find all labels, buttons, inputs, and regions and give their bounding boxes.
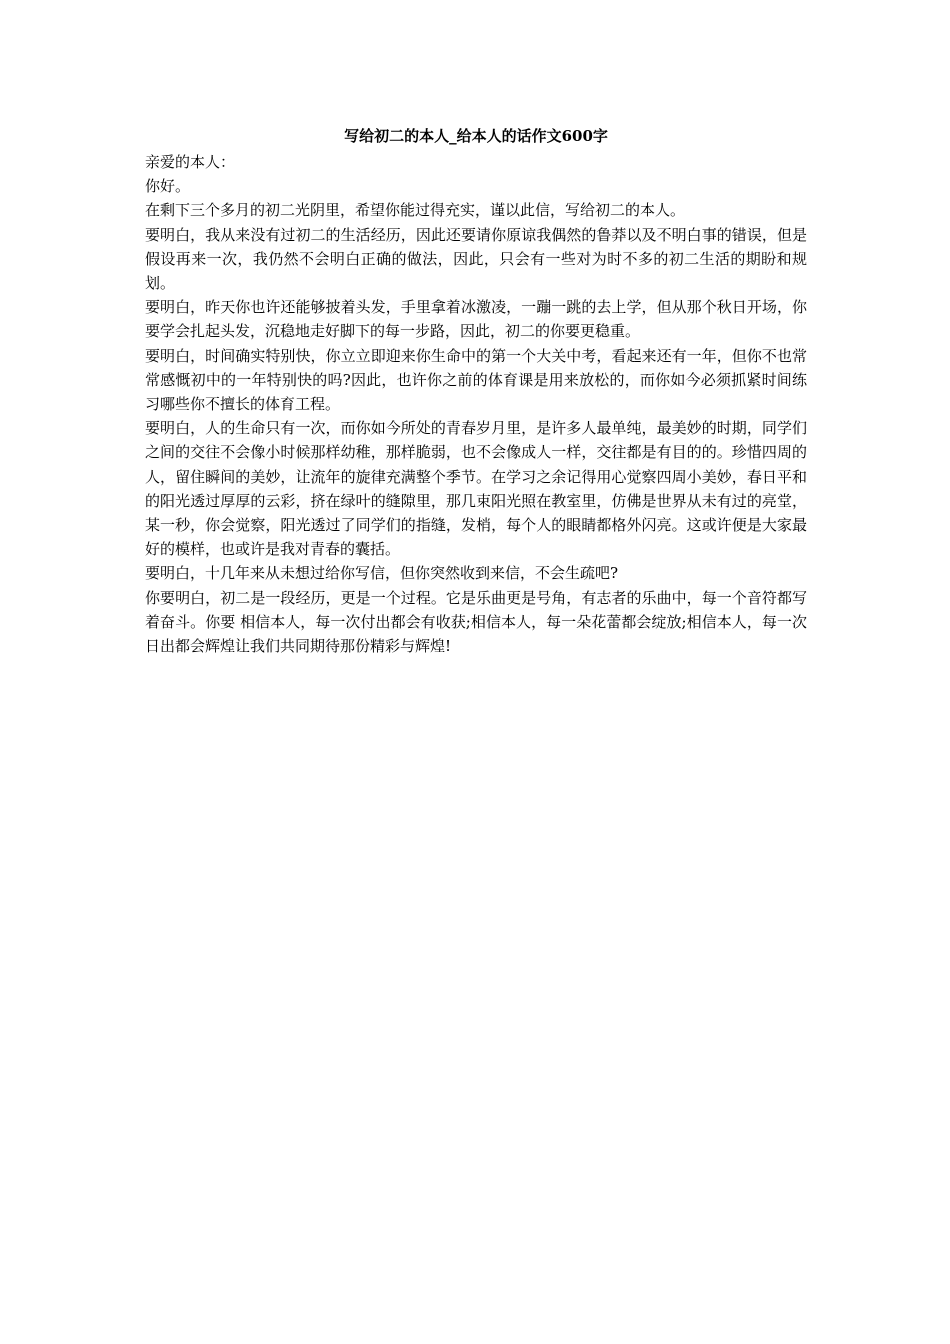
body-paragraph: 要明白，人的生命只有一次，而你如今所处的青春岁月里，是许多人最单纯，最美妙的时期，同学们之间的交往不会像小时候那样幼稚，那样脆弱，也不会像成人一样，交往都是有目的的。珍惜四周的人，留住瞬间的美妙，让流年的旋律充满整个季节。在学习之余记得用心觉察四周小美妙，春日平和的阳光透过厚厚的云彩，挤在绿叶的缝隙里，那几束阳光照在教室里，仿佛是世界从未有过的亮堂，某一秒，你会觉察，阳光透过了同学们的指缝，发梢，每个人的眼睛都格外闪亮。这或许便是大家最好的模样，也或许是我对青春的囊括。 <box>145 419 807 559</box>
body-paragraph: 要明白，十几年来从未想过给你写信，但你突然收到来信，不会生疏吧? <box>145 564 619 583</box>
body-paragraph: 在剩下三个多月的初二光阴里，希望你能过得充实，谨以此信，写给初二的本人。 <box>145 201 686 220</box>
closing-paragraph: 你要明白，初二是一段经历，更是一个过程。它是乐曲更是号角，有志者的乐曲中，每一个音符都写着奋斗。你要 相信本人，每一次付出都会有收获;相信本人，每一朵花蕾都会绽放;相信本人，每一次日出都会辉煌让我们共同期待那份精彩与辉煌! <box>145 588 807 656</box>
document-title: 写给初二的本人_给本人的话作文600字 <box>344 127 608 145</box>
body-paragraph: 要明白，我从来没有过初二的生活经历，因此还要请你原谅我偶然的鲁莽以及不明白事的错误，但是假设再来一次，我仍然不会明白正确的做法，因此，只会有一些对为时不多的初二生活的期盼和规划。 <box>145 225 807 293</box>
body-paragraph: 要明白，时间确实特别快，你立立即迎来你生命中的第一个大关中考，看起来还有一年，但你不也常常感慨初中的一年特别快的吗?因此，也许你之前的体育课是用来放松的，而你如今必须抓紧时间练习哪些你不擅长的体育工程。 <box>145 346 807 414</box>
document-page <box>145 124 807 658</box>
salutation: 亲爱的本人： <box>145 153 236 171</box>
body-paragraph: 要明白，昨天你也许还能够披着头发，手里拿着冰激凌，一蹦一跳的去上学，但从那个秋日开场，你要学会扎起头发，沉稳地走好脚下的每一步路，因此，初二的你要更稳重。 <box>145 298 807 341</box>
greeting: 你好。 <box>145 177 191 196</box>
